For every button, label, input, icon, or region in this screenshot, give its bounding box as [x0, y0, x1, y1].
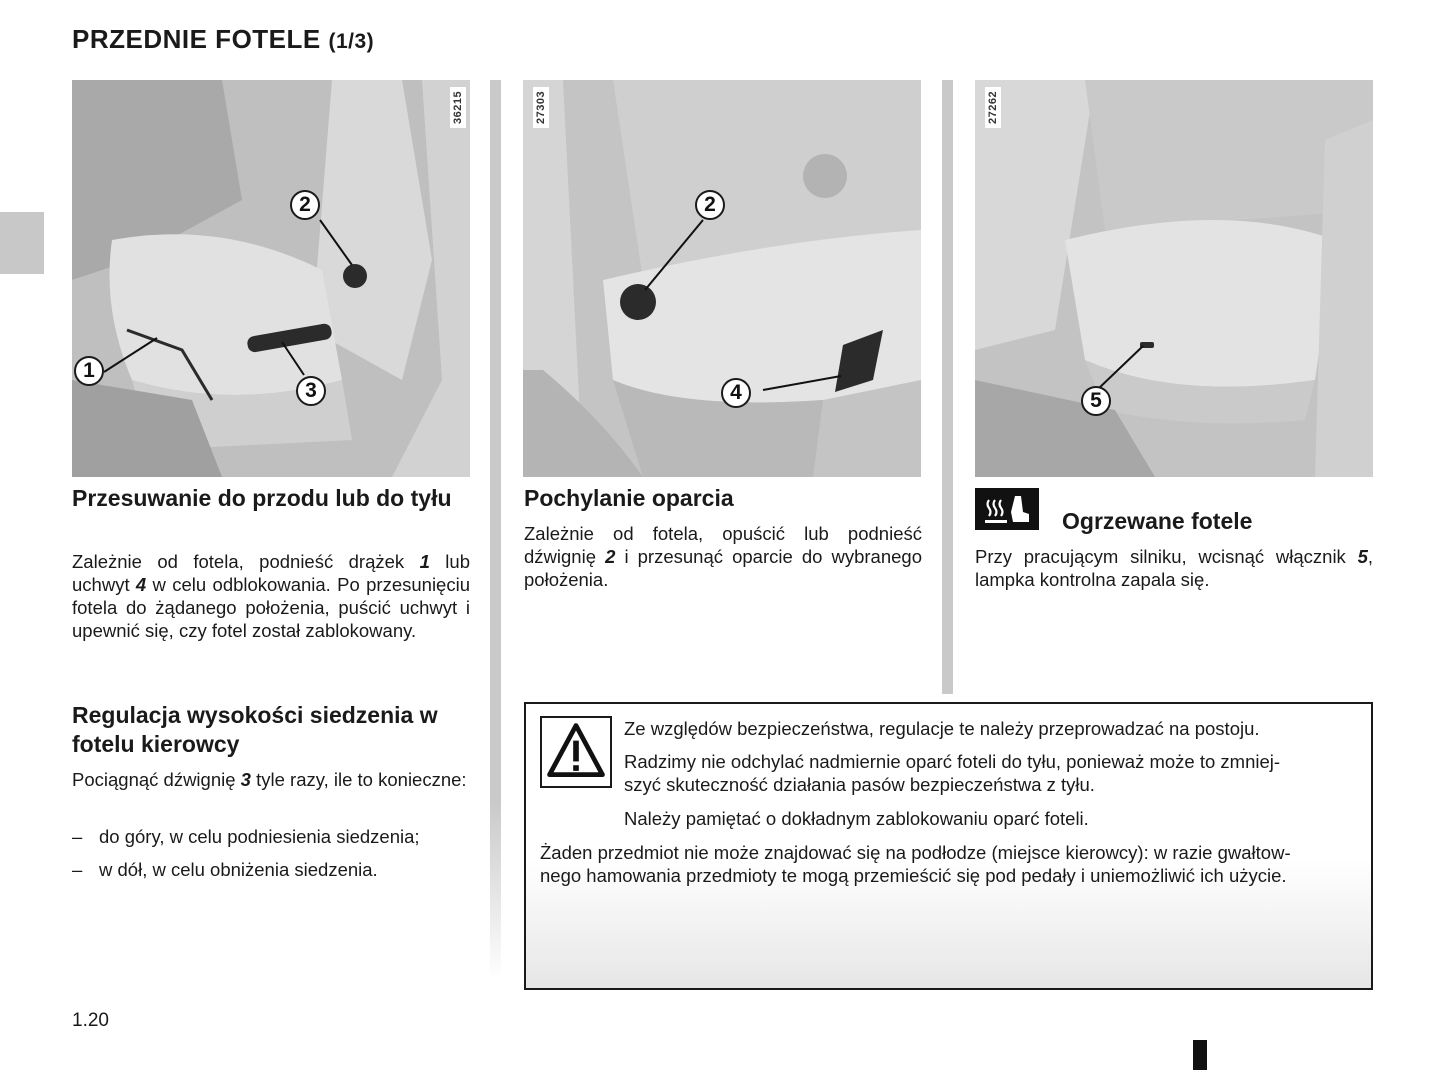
callout-3: 3 [296, 376, 326, 406]
text: Przy pracującym silniku, wcisnąć włącznik [975, 546, 1358, 567]
list-text: do góry, w celu podniesienia siedzenia; [99, 826, 420, 847]
warning-text: nego hamowania przedmioty te mogą przemieścić się pod pedały i uniemożliwić ich użycie. [540, 865, 1287, 886]
warning-text: Należy pamiętać o dokładnym zablokowaniu oparć foteli. [624, 808, 1089, 829]
warning-text: Ze względów bezpieczeństwa, regulacje te należy przeprowadzać na postoju. [624, 718, 1260, 739]
photo-id: 36215 [450, 87, 466, 128]
list-item [72, 858, 470, 881]
ref-5: 5 [1357, 546, 1368, 567]
warning-text: Radzimy nie odchylać nadmiernie oparć foteli do tyłu, ponieważ może to zmniej- [624, 751, 1281, 772]
text: Pociągnąć dźwignię [72, 769, 241, 790]
paragraph-seat-height [72, 768, 470, 791]
page-title [72, 24, 374, 55]
callout-2: 2 [290, 190, 320, 220]
seat-heating-icon [975, 488, 1039, 530]
warning-triangle-icon [542, 718, 610, 786]
callout-2: 2 [695, 190, 725, 220]
column-divider [490, 80, 501, 980]
heading-backrest: Pochylanie oparcia [524, 485, 734, 511]
page-title-suffix: (1/3) [328, 30, 375, 53]
page-title-text: PRZEDNIE FOTELE [72, 24, 321, 54]
warning-text: Żaden przedmiot nie może znajdować się na podłodze (miejsce kierowcy): w razie gwałtow- [540, 842, 1291, 863]
text: Zależnie od fotela, opuścić lub podnieść dźwignię [524, 523, 922, 567]
photo-id: 27303 [533, 87, 549, 128]
callout-4: 4 [721, 378, 751, 408]
list-text: w dół, w celu obniżenia siedzenia. [99, 859, 378, 880]
seat-drawing [975, 80, 1373, 477]
seat-heating-illustration [975, 80, 1373, 477]
paragraph-heated-seats [975, 545, 1373, 591]
warning-icon [540, 716, 612, 788]
seat-slide-illustration [72, 80, 470, 477]
ref-3: 3 [240, 769, 251, 790]
seat-drawing [523, 80, 921, 477]
text: tyle razy, ile to konieczne: [250, 769, 467, 790]
paragraph-backrest [524, 522, 922, 591]
heading-seat-slide: Przesuwanie do przodu lub do tyłu [72, 485, 452, 511]
backrest-tilt-illustration [523, 80, 921, 477]
text: w celu odblokowania. Po przesunięciu fotela do żądanego położenia, puścić uchwyt i upewnić się, czy fotel został zablokowany. [72, 574, 470, 641]
ref-4: 4 [135, 574, 147, 595]
callout-5: 5 [1081, 386, 1111, 416]
heading-seat-height: Regulacja wysokości siedzenia w fotelu kierowcy [72, 702, 438, 757]
seat-drawing [72, 80, 470, 477]
text: i przesunąć oparcie do wybranego położenia. [524, 546, 922, 590]
page-edge-mark [1193, 1040, 1207, 1070]
chapter-tab [0, 212, 44, 274]
text: , lampka kontrolna zapala się. [975, 546, 1373, 590]
heading-heated-seats: Ogrzewane fotele [1062, 508, 1253, 534]
text: Zależnie od fotela, podnieść drążek [72, 551, 420, 572]
ref-1: 1 [419, 551, 430, 572]
callout-1: 1 [74, 356, 104, 386]
text: lub uchwyt [72, 551, 470, 595]
column-divider [942, 80, 953, 694]
ref-2: 2 [605, 546, 616, 567]
list-dash: – [72, 859, 83, 880]
seat-heating-icon-graphic [975, 488, 1039, 530]
paragraph-seat-slide [72, 550, 470, 642]
list-item [72, 825, 470, 848]
page-number: 1.20 [72, 1010, 109, 1031]
warning-text: szyć skuteczność działania pasów bezpieczeństwa z tyłu. [624, 774, 1095, 795]
list-dash: – [72, 826, 83, 847]
photo-id: 27262 [985, 87, 1001, 128]
warning-box [524, 702, 1373, 990]
